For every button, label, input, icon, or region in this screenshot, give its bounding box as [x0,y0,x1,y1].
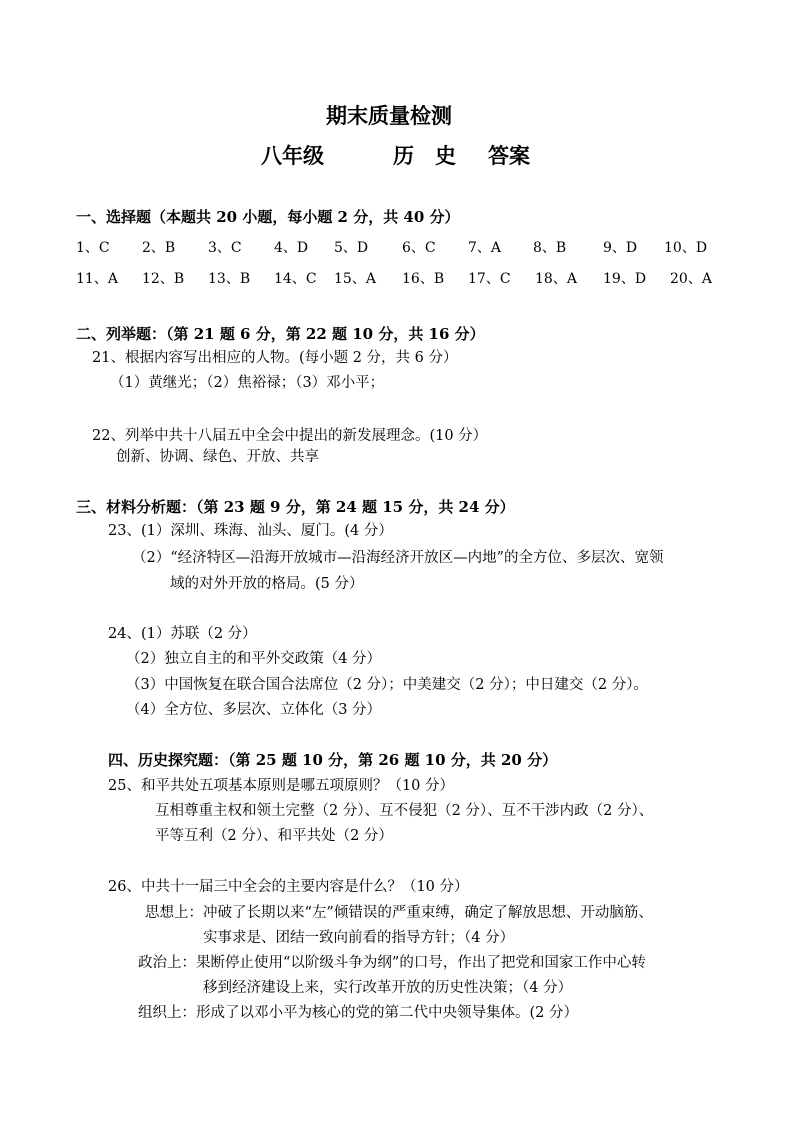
answer-cell: 11、A [76,271,118,287]
answer-cell: 8、B [533,240,567,256]
answer-25-line1: 互相尊重主权和领土完整（2 分）、互不侵犯（2 分）、互不干涉内政（2 分）、 [155,803,654,819]
answer-cell: 15、A [334,271,376,287]
answer-cell: 3、C [208,240,242,256]
section3-heading: 三、材料分析题：（第 23 题 9 分，第 24 题 15 分，共 24 分） [76,498,515,516]
answer-label: 答案 [488,143,530,168]
answer-cell: 12、B [142,271,185,287]
answer-26-thought-line2: 实事求是、团结一致向前看的指导方针；（4 分） [203,930,515,946]
answer-26-thought-line1: 思想上：冲破了长期以来“左”倾错误的严重束缚，确定了解放思想、开动脑筋、 [145,905,653,921]
subject-label: 历 史 [393,143,456,168]
answer-row-2 [76,268,726,288]
answer-cell: 10、D [664,240,708,256]
answer-cell: 14、C [274,271,317,287]
question-21: 21、根据内容写出相应的人物。(每小题 2 分，共 6 分） [92,350,458,366]
answer-cell: 13、B [208,271,251,287]
answer-26-organization: 组织上：形成了以邓小平为核心的党的第二代中央领导集体。(2 分） [138,1005,578,1021]
answer-cell: 18、A [535,271,577,287]
answer-26-politics-line1: 政治上：果断停止使用“以阶级斗争为纲”的口号，作出了把党和国家工作中心转 [138,955,646,971]
answer-cell: 2、B [142,240,176,256]
section2-heading: 二、列举题：（第 21 题 6 分，第 22 题 10 分，共 16 分） [76,325,485,343]
answer-cell: 17、C [468,271,511,287]
section1-heading: 一、选择题（本题共 20 小题，每小题 2 分，共 40 分） [76,208,460,226]
answer-23-2-line1: （2）“经济特区—沿海开放城市—沿海经济开放区—内地”的全方位、多层次、宽领 [132,550,664,566]
answer-cell: 7、A [468,240,502,256]
grade-label: 八年级 [261,143,324,168]
answer-cell: 16、B [402,271,445,287]
answer-21: （1）黄继光；（2）焦裕禄；（3）邓小平； [110,375,385,391]
question-26: 26、中共十一届三中全会的主要内容是什么？（10 分） [108,879,469,895]
answer-cell: 6、C [402,240,436,256]
answer-cell: 4、D [274,240,309,256]
section4-heading: 四、历史探究题：（第 25 题 10 分，第 26 题 10 分，共 20 分） [108,751,558,769]
answer-cell: 9、D [603,240,638,256]
answer-cell: 5、D [334,240,369,256]
answer-23-2-line2: 域的对外开放的格局。(5 分） [170,576,364,592]
answer-24-4: （4）全方位、多层次、立体化（3 分） [126,702,382,718]
answer-row-1 [76,237,726,257]
question-25: 25、和平共处五项基本原则是哪五项原则？（10 分） [108,778,455,794]
question-22: 22、列举中共十八届五中全会中提出的新发展理念。(10 分） [92,428,488,444]
answer-24-2: （2）独立自主的和平外交政策（4 分） [126,651,382,667]
answer-24-1: 24、(1）苏联（2 分） [108,626,257,642]
answer-25-line2: 平等互利（2 分）、和平共处（2 分） [155,828,393,844]
answer-23-1: 23、(1）深圳、珠海、汕头、厦门。(4 分） [108,523,393,539]
answer-22: 创新、协调、绿色、开放、共享 [116,449,319,465]
answer-cell: 20、A [670,271,712,287]
page-title: 期末质量检测 [326,103,452,128]
answer-26-politics-line2: 移到经济建设上来，实行改革开放的历史性决策；（4 分） [203,980,573,996]
answer-cell: 1、C [76,240,110,256]
answer-cell: 19、D [603,271,647,287]
answer-24-3: （3）中国恢复在联合国合法席位（2 分）；中美建交（2 分）；中日建交（2 分）。 [126,677,648,693]
